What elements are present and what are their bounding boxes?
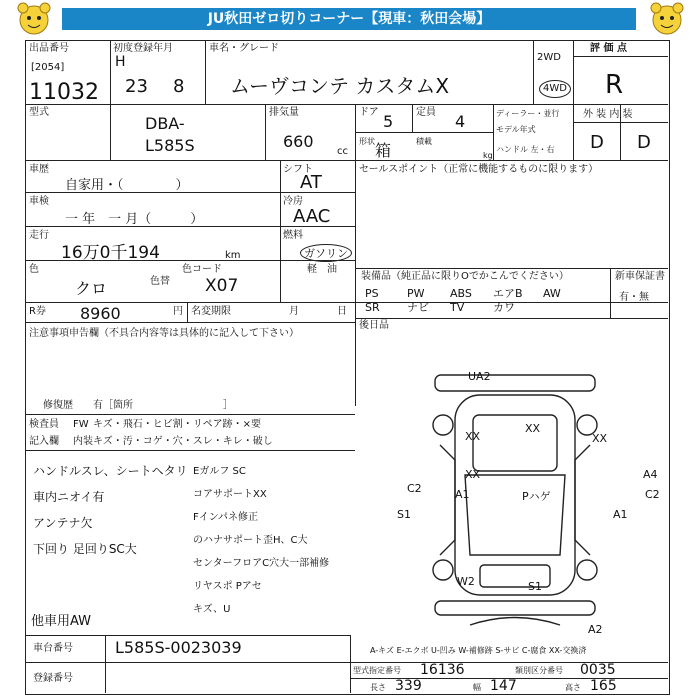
lot-sub: [2054] [31,62,65,73]
fw-items: キズ・飛石・ヒビ割・リペア跡・×要 [93,419,261,430]
damage-mark-xx_mid: XX [465,468,481,481]
name-change-label: 名変期限 [191,306,231,317]
type-code: L585S [145,136,195,155]
damage-mark-a4: A4 [643,468,658,481]
mileage-label: 走行 [29,230,49,241]
damage-mark-a2: A2 [588,623,603,636]
damage-mark-c2_left: C2 [407,482,422,495]
type-cert-label: 型式指定番号 [353,666,401,675]
day-unit: 日 [337,306,347,317]
chassis-value: L585S-0023039 [115,638,242,657]
fourwd-label: 4WD [539,80,571,98]
model-year-label: モデル年式 [496,125,536,134]
equipment-item: PW [407,287,425,300]
handle-label: ハンドル 左・右 [496,145,555,154]
note-line: コアサポートXX [193,489,267,500]
selling-point-label: セールスポイント（正常に機能するものに限ります） [359,164,599,175]
equipment-item: カワ [493,301,515,314]
displacement-label: 排気量 [269,107,299,118]
note-line: 車内ニオイ有 [33,490,105,504]
rating-value: R [605,70,624,100]
note-line: ハンドルスレ、シートヘタリ [33,464,188,478]
fuel-label: 燃料 [283,230,303,241]
inspector-label: 検査員 [29,419,59,430]
damage-mark-xx_left: XX [465,430,481,443]
note-line: のハナサポート歪H、C大 [193,535,308,546]
rating-label: 評 価 点 [590,43,627,54]
damage-mark-s1_left: S1 [397,508,411,521]
reg-year: 23 [125,76,148,97]
notes-bottom: 他車用AW [31,614,92,629]
capacity-value: 4 [455,112,466,131]
interior-items: キズ・汚・コゲ・穴・スレ・キレ・破し [93,436,273,447]
equipment-item: PS [365,287,379,300]
shaken-label: 車検 [29,196,49,207]
history-label: 車歴 [29,164,49,175]
damage-mark-w2: W2 [457,575,475,588]
category-value: 0035 [580,662,616,678]
color-code-value: X07 [205,276,239,296]
note-line: キズ、U [193,604,231,615]
r-fee-label: R券 [29,306,46,317]
color-label: 色 [29,264,39,275]
damage-mark-xx_right: XX [592,432,608,445]
damage-mark-s1_bottom: S1 [528,580,542,593]
mascot-right-icon [648,2,686,36]
damage-mark-ua2: UA2 [468,370,491,383]
cc-unit: cc [337,146,348,157]
equipment-item: AW [543,287,561,300]
ext-int-label: 外 装 内 装 [583,109,633,120]
shaken-value: 一 年 一 月（ ） [65,212,204,227]
width-value: 147 [490,678,517,694]
displacement-value: 660 [283,132,314,151]
type-cert-value: 16136 [420,662,465,678]
fuel-value: ガソリン [300,244,352,262]
aircon-label: 冷房 [283,196,303,207]
interior-grade: D [637,132,651,153]
car-diagram [395,365,645,630]
type-label: 型式 [29,107,49,118]
reg-month: 8 [173,76,185,97]
yen-unit: 円 [173,306,183,317]
month-unit: 月 [289,306,299,317]
damage-mark-a1_left: A1 [455,488,470,501]
chassis-label: 車台番号 [33,643,73,654]
model-label: 車名・グレード [209,43,279,54]
note-line: Fインパネ修正 [193,512,259,523]
auction-sheet [25,40,670,695]
twowd-label: 2WD [537,52,561,63]
length-value: 339 [395,678,422,694]
year-prefix: H [115,54,126,70]
first-reg-label: 初度登録年月 [113,43,173,54]
history-value: 自家用・（ ） [65,178,189,193]
damage-mark-xx_front: XX [525,422,541,435]
shift-value: AT [300,172,322,193]
note-line: リヤスポ Pアセ [193,581,262,592]
capacity-label: 定員 [416,107,436,118]
exterior-grade: D [590,132,604,153]
lot-label: 出品番号 [29,43,69,54]
kg-unit: kg [483,151,493,160]
width-label: 幅 [473,683,481,692]
km-unit: km [225,250,241,261]
fw-label: FW [73,419,89,430]
notes-label: 注意事項申告欄（不具合内容等は具体的に記入して下さい） [29,328,299,339]
equipment-item: エアB [493,287,523,300]
color-code-label: 色コード [182,264,222,275]
note-line: センターフロアC穴大一部補修 [193,558,330,569]
load-label: 積載 [416,137,432,146]
legend: A-キズ E-エクボ U-凹み W-補修跡 S-サビ C-腐食 XX-交換済 [370,646,587,655]
aircon-value: AAC [293,206,331,227]
page-title: JU秋田ゼロ切りコーナー【現車：秋田会場】 [62,8,636,30]
entry-label: 記入欄 [29,436,59,447]
damage-mark-c2_right: C2 [645,488,660,501]
fuel-diesel: 軽 油 [307,264,337,275]
category-label: 類別区分番号 [515,666,563,675]
damage-mark-p_hage: Pハゲ [522,490,551,503]
note-line: アンテナ欠 [33,516,93,530]
damage-mark-a1_right: A1 [613,508,628,521]
repair-history: 修復歴 有［箇所 ］ [43,400,233,411]
length-label: 長さ [370,683,386,692]
color-value: クロ [75,279,108,298]
dealer-label: ディーラー・並行 [496,109,560,118]
mascot-left-icon [15,2,53,36]
equipment-item: ナビ [407,301,429,314]
r-fee-value: 8960 [80,304,121,323]
body-label: 形状 [359,137,375,146]
doors-value: 5 [383,112,394,131]
equipment-label: 装備品（純正品に限りΟでかこんでください） [361,271,569,282]
lot-number: 11032 [29,80,99,105]
registration-label: 登録番号 [33,673,73,684]
warranty-label: 新車保証書 [615,271,665,282]
height-value: 165 [590,678,617,694]
height-label: 高さ [565,683,581,692]
later-items-label: 後日品 [359,320,389,331]
color-swap-label: 色替 [150,276,170,287]
header-bar [0,0,700,40]
type-prefix: DBA- [145,114,185,133]
warranty-value: 有・無 [619,292,649,303]
equipment-item: ABS [450,287,472,300]
interior-label: 内装 [73,436,93,447]
equipment-item: SR [365,301,380,314]
note-line: Eガルフ SC [193,466,246,477]
mileage-value: 16万0千194 [61,243,160,263]
model-name: ムーヴコンテ カスタムX [230,74,450,98]
body-value: 箱 [375,141,392,160]
note-line: 下回り 足回りSC大 [33,542,137,556]
shift-label: シフト [283,164,313,175]
equipment-item: TV [450,301,465,314]
door-label: ドア [359,107,379,118]
